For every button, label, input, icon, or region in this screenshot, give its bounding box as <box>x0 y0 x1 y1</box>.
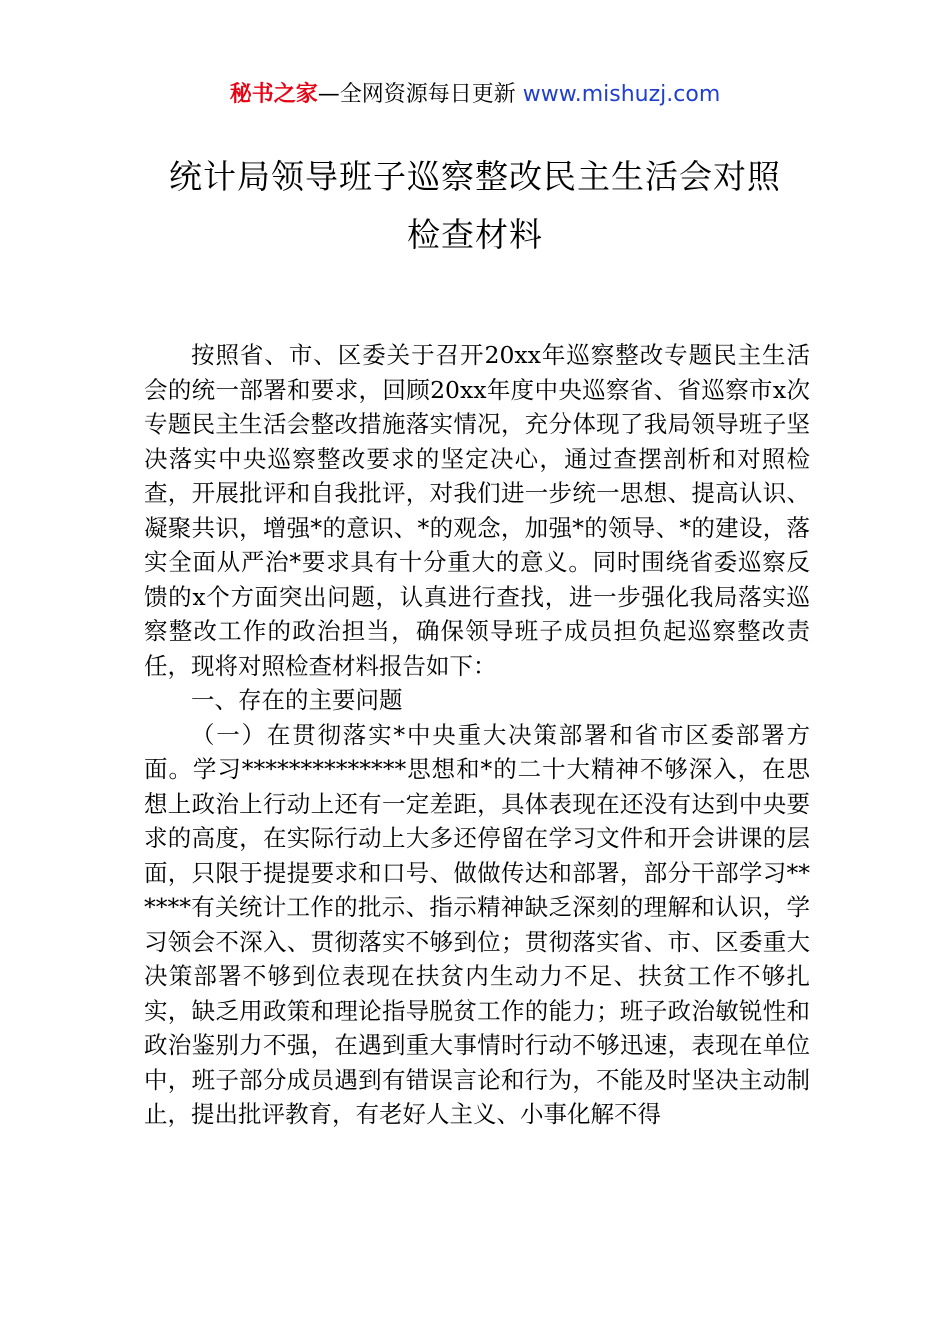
site-url-link[interactable]: www.mishuzj.com <box>522 82 721 107</box>
site-tagline: —全网资源每日更新 <box>317 82 516 107</box>
section-paragraph: （一）在贯彻落实*中央重大决策部署和省市区委部署方面。学习**************思想和*的二十大精神不够深入，在思想上政治上行动上还有一定差距，具体表现在还没有达到中央要求的高度，在实际行动上大多还停留在学习文件和开会讲课的层面，只限于提提要求和口号、做做传达和部署，部分干部学习******有关统计工作的批示、指示精神缺乏深刻的理解和认识，学习领会不深入、贯彻落实不够到位；贯彻落实省、市、区委重大决策部署不够到位表现在扶贫内生动力不足、扶贫工作不够扎实，缺乏用政策和理论指导脱贫工作的能力；班子政治敏锐性和政治鉴别力不强，在遇到重大事情时行动不够迅速，表现在单位中，班子部分成员遇到有错误言论和行为，不能及时坚决主动制止，提出批评教育，有老好人主义、小事化解不得 <box>144 720 810 1128</box>
document-title <box>0 148 950 264</box>
document-title-line-1: 统计局领导班子巡察整改民主生活会对照 <box>169 157 781 196</box>
site-header <box>0 78 950 112</box>
document-body <box>144 338 810 1132</box>
intro-paragraph: 按照省、市、区委关于召开20xx年巡察整改专题民主生活会的统一部署和要求，回顾20xx年度中央巡察省、省巡察市x次专题民主生活会整改措施落实情况，充分体现了我局领导班子坚决落实中央巡察整改要求的坚定决心，通过查摆剖析和对照检查，开展批评和自我批评，对我们进一步统一思想、提高认识、凝聚共识，增强*的意识、*的观念，加强*的领导、*的建设，落实全面从严治*要求具有十分重大的意义。同时围绕省委巡察反馈的x个方面突出问题，认真进行查找，进一步强化我局落实巡察整改工作的政治担当，确保领导班子成员担负起巡察整改责任，现将对照检查材料报告如下： <box>144 341 810 680</box>
site-brand: 秘书之家 <box>229 82 318 107</box>
section-heading: 一、存在的主要问题 <box>191 686 403 714</box>
document-title-line-2: 检查材料 <box>407 215 543 254</box>
